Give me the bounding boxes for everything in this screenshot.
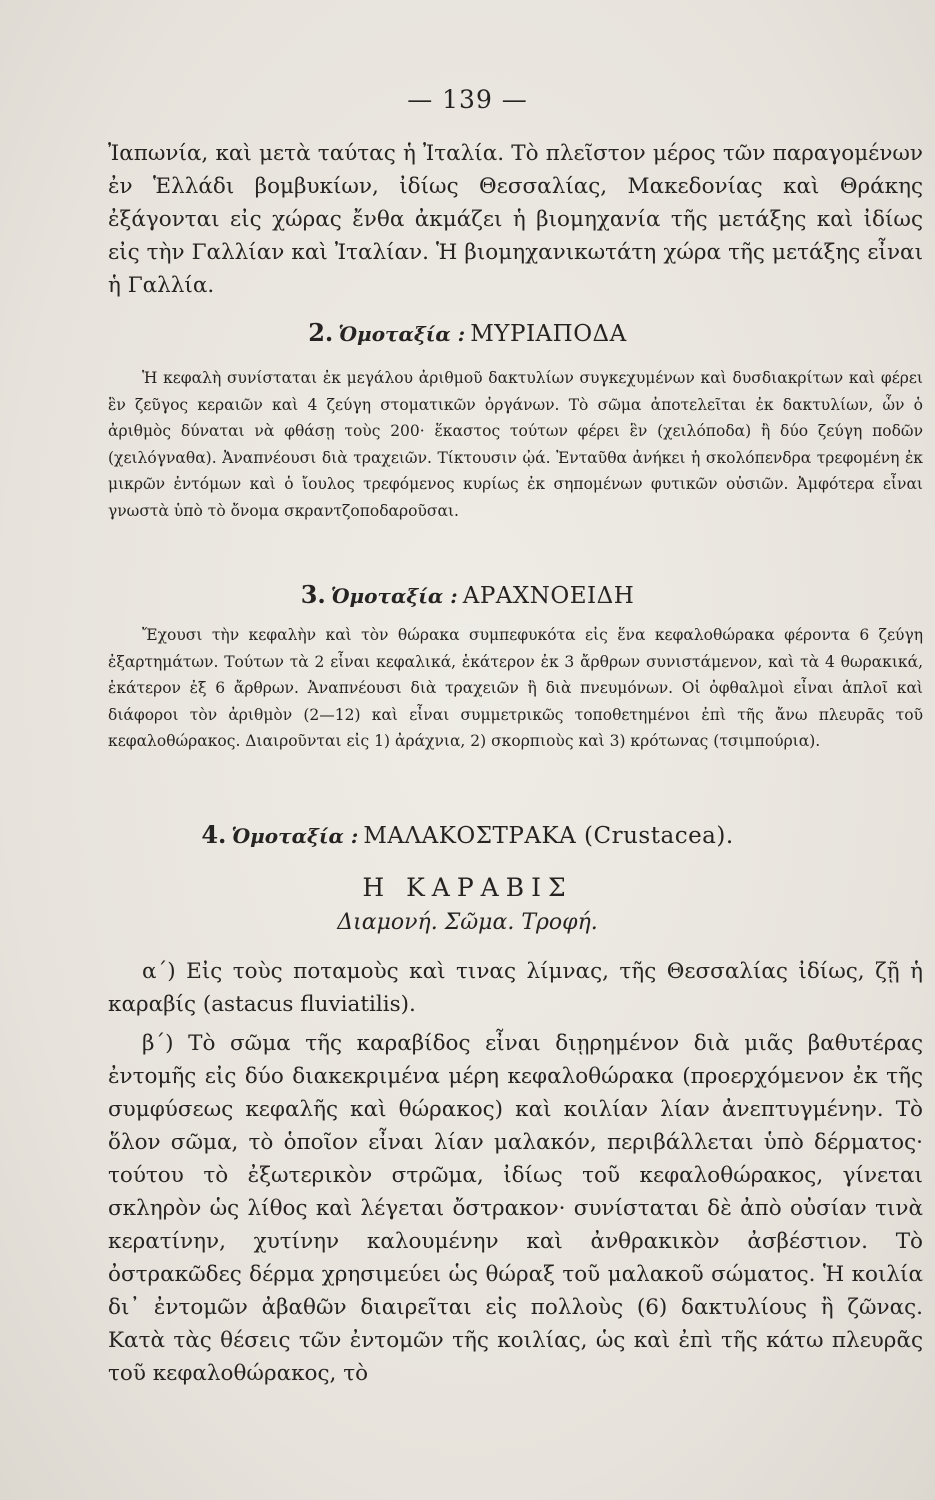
section-2-text: Ἡ κεφαλὴ συνίσταται ἐκ μεγάλου ἀριθμοῦ δακτυλίων συγκεχυμένων καὶ δυσδιακρίτων καὶ φέρει ἓν ζεῦγος κεραιῶν καὶ 4 ζεύγη στοματικῶν ὀργάνων. Τὸ σῶμα ἀποτελεῖται ἐκ δακτυλίων, ὧν ὁ ἀριθμὸς δύναται νὰ φθάσῃ τοὺς 200· ἕκαστος τούτων φέρει ἓν (χειλόποδα) ἢ δύο ζεύγη ποδῶν (χειλόγναθα). Ἀναπνέουσι διὰ τραχειῶν. Τίκτουσιν ᾠά. Ἐνταῦθα ἀνήκει ἡ σκολόπενδρα τρεφομένη ἐκ μικρῶν ἐντόμων καὶ ὁ ἴουλος τρεφόμενος κυρίως ἐκ σηπομένων φυτικῶν οὐσιῶν. Ἀμφότερα εἶναι γνωστὰ ὑπὸ τὸ ὄνομα σκραντζοποδαροῦσαι. — [108, 369, 923, 520]
section-4-label: Ὁμοταξία : — [231, 824, 359, 848]
section-2-title: ΜΥΡΙΑΠΟΔΑ — [470, 321, 627, 347]
section-2-number: 2. — [308, 318, 334, 347]
paragraph-a — [108, 955, 923, 1021]
intro-text: Ἰαπωνία, καὶ μετὰ ταύτας ἡ Ἰταλία. Τὸ πλεῖστον μέρος τῶν παραγομένων ἐν Ἑλλάδι βομβυκίων, ἰδίως Θεσσαλίας, Μακεδονίας καὶ Θράκης ἐξάγονται εἰς χώρας ἔνθα ἀκμάζει ἡ βιομηχανία τῆς μετάξης καὶ ἰδίως εἰς τὴν Γαλλίαν καὶ Ἰταλίαν. Ἡ βιομηχανικωτάτη χώρα τῆς μετάξης εἶναι ἡ Γαλλία. — [108, 141, 923, 298]
paragraph-a-text: α΄) Εἰς τοὺς ποταμοὺς καὶ τινας λίμνας, τῆς Θεσσαλίας ἰδίως, ζῇ ἡ καραβίς (astacus fluviatilis). — [108, 959, 923, 1017]
section-3-heading — [0, 580, 935, 609]
section-2-label: Ὁμοταξία : — [338, 322, 466, 346]
paragraph-b — [108, 1027, 923, 1390]
section-4-number: 4. — [201, 820, 227, 849]
section-3-number: 3. — [300, 580, 326, 609]
section-2-body — [108, 365, 923, 524]
section-3-body — [108, 622, 923, 755]
paragraph-b-text: β΄) Τὸ σῶμα τῆς καραβίδος εἶναι διῃρημένον διὰ μιᾶς βαθυτέρας ἐντομῆς εἰς δύο διακεκριμένα μέρη κεφαλοθώρακα (προερχόμενον ἐκ τῆς συμφύσεως κεφαλῆς καὶ θώρακος) καὶ κοιλίαν λίαν ἀνεπτυγμένην. Τὸ ὅλον σῶμα, τὸ ὁποῖον εἶναι λίαν μαλακόν, περιβάλλεται ὑπὸ δέρματος· τούτου τὸ ἐξωτερικὸν στρῶμα, ἰδίως τοῦ κεφαλοθώρακος, γίνεται σκληρὸν ὡς λίθος καὶ λέγεται ὄστρακον· συνίσταται δὲ ἀπὸ οὐσίαν τινὰ κερατίνην, χυτίνην καλουμένην καὶ ἀνθρακικὸν ἀσβέστιον. Τὸ ὀστρακῶδες δέρμα χρησιμεύει ὡς θώραξ τοῦ μαλακοῦ σώματος. Ἡ κοιλία δι᾽ ἐντομῶν ἀβαθῶν διαιρεῖται εἰς πολλοὺς (6) δακτυλίους ἢ ζῶνας. Κατὰ τὰς θέσεις τῶν ἐντομῶν τῆς κοιλίας, ὡς καὶ ἐπὶ τῆς κάτω πλευρᾶς τοῦ κεφαλοθώρακος, τὸ — [108, 1031, 923, 1386]
section-2-heading — [0, 318, 935, 347]
page-number: — 139 — — [407, 85, 528, 114]
section-3-text: Ἔχουσι τὴν κεφαλὴν καὶ τὸν θώρακα συμπεφυκότα εἰς ἕνα κεφαλοθώρακα φέροντα 6 ζεύγη ἐξαρτημάτων. Τούτων τὰ 2 εἶναι κεφαλικά, ἑκάτερον ἐκ 3 ἄρθρων συνιστάμενον, καὶ τὰ 4 θωρακικά, ἑκάτερον ἐξ 6 ἄρθρων. Ἀναπνέουσι διὰ τραχειῶν ἢ διὰ πνευμόνων. Οἱ ὀφθαλμοὶ εἶναι ἁπλοῖ καὶ διάφοροι τὸν ἀριθμὸν (2—12) καὶ εἶναι συμμετρικῶς τοποθετημένοι ἐπὶ τῆς ἄνω πλευρᾶς τοῦ κεφαλοθώρακος. Διαιροῦνται εἰς 1) ἀράχνια, 2) σκορπιοὺς καὶ 3) κρότωνας (τσιμπούρια). — [108, 626, 923, 750]
intro-paragraph — [108, 137, 923, 302]
karavis-subtitle: Διαμονή. Σῶμα. Τροφή. — [337, 910, 598, 935]
section-4-title: ΜΑΛΑΚΟΣΤΡΑΚΑ (Crustacea). — [363, 823, 734, 849]
section-3-label: Ὁμοταξία : — [330, 584, 458, 608]
karavis-title: Η ΚΑΡΑΒΙΣ — [362, 873, 573, 902]
section-4-heading — [0, 820, 935, 849]
section-3-title: ΑΡΑΧΝΟΕΙΔΗ — [462, 583, 635, 609]
